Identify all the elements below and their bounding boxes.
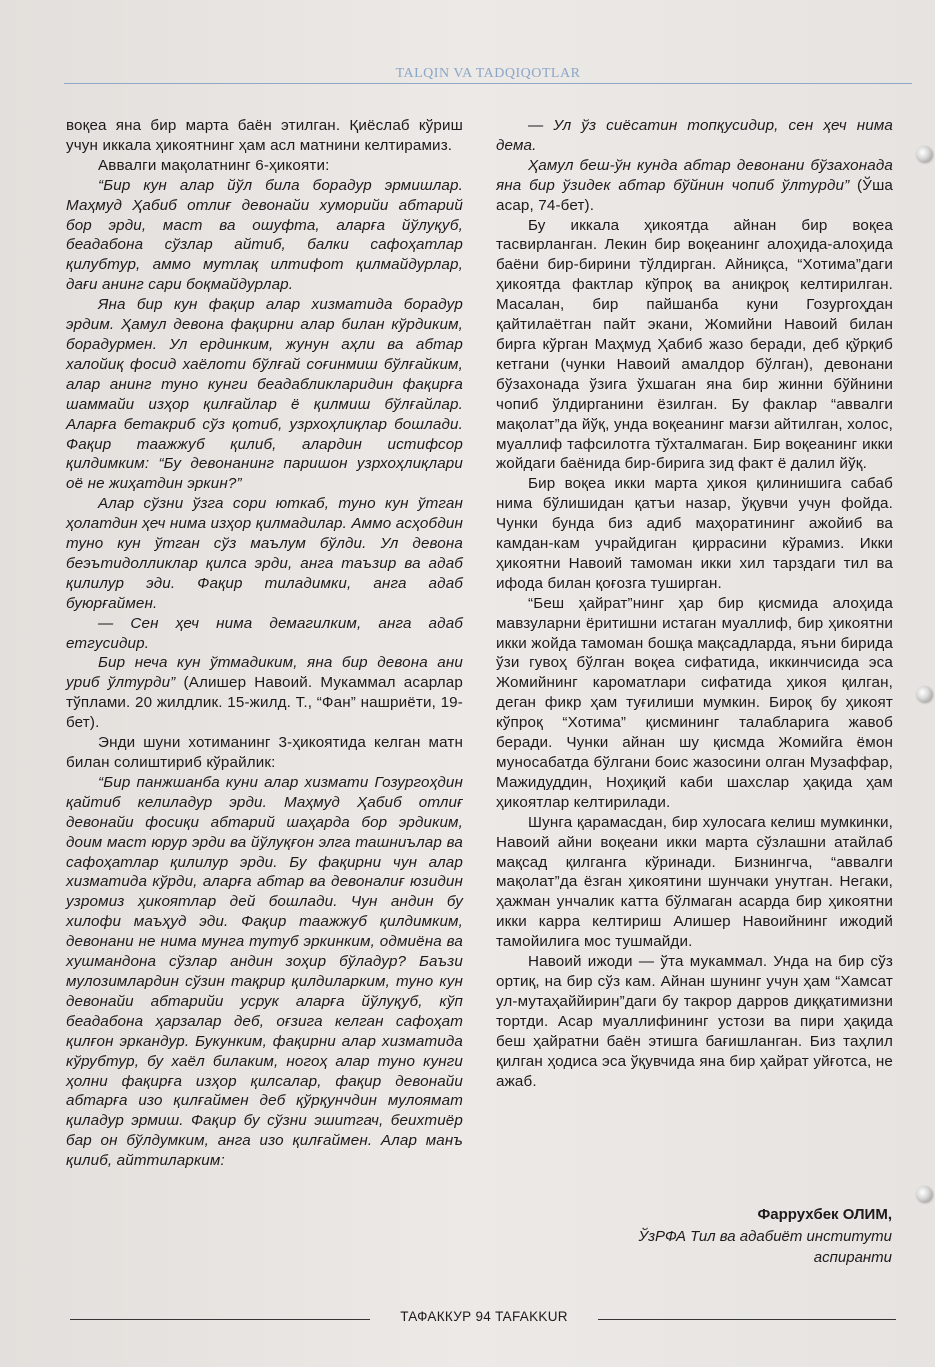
article-left-column	[66, 116, 463, 1171]
binder-ring-icon	[916, 686, 932, 702]
paragraph: Бир воқеа икки марта ҳикоя қилинишига сабаб нима бўлишидан қатъи назар, ўқувчи учун фойда. Чунки бунда биз адиб маҳоратининг ажойиб ва камдан-кам учрайдиган қиррасини кўрамиз. Икки ҳикоятни Навоий тамоман икки хил тарздаги тил ва ифода билан қоғозга туширган.	[496, 475, 893, 592]
author-affiliation: ЎзРФА Тил ва адабиёт институти	[638, 1228, 892, 1245]
paragraph: Бу иккала ҳикоятда айнан бир воқеа тасвирланган. Лекин бир воқеанинг алоҳида-алоҳида баёни бир-бирини тўлдирган. Айниқса, “Хотима”даги ҳикоятда фактлар кўпроқ ва аниқроқ келтирилган. Масалан, бир пайшанба куни Гозургоҳдан қайтилаётган пайт экани, Жомийни Навоий билан бирга кўрган Маҳмуд Ҳабиб жазо беради, деб қўрқиб кетгани (чунки Навоий амалдор бўлган), девонани бўзахонада ўзига ўхшаган яна бир жинни бўйнини чопиб ўлдирганини ёзилган. Бу факлар “аввалги мақолат”да йўқ, унда воқеанинг мағзи айтилган, холос, муаллиф тафсилотга тўхталмаган. Бир воқеанинг икки жойдаги баёнида бир-бирига зид факт ё далил йўқ.	[496, 216, 893, 473]
quote-text: Ҳамул беш-ўн кунда абтар девонани бўзахонада яна бир ўзидек абтар бўйнин чопиб ўлтурди”	[496, 156, 893, 194]
binder-ring-icon	[916, 146, 932, 162]
citation-text: (Ўша асар, 74-бет).	[496, 176, 893, 214]
footer-rule-right	[598, 1319, 896, 1320]
running-header	[64, 66, 912, 86]
paragraph	[66, 653, 463, 733]
article-right-column	[496, 116, 893, 1091]
paragraph: “Беш ҳайрат”нинг ҳар бир қисмида алоҳида мавзуларни ёритишни истаган муаллиф, бир ҳикоятни икки жойда тамоман бошқа мақсадларда, яъни бирида ўзи гувоҳ бўлган воқеа сифатида, иккинчисида эса Жомийнинг кароматлари сифатида ҳикоя қилган, деган фикр ҳам туғилиши мумкин. Бироқ бу ҳикоят кўпроқ “Хотима” қисмининг талабларига жавоб беради. Чунки айнан шу қисмда Жомийга ёмон муносабатда бўлгани боис жазосини олган Музаффар, Мажидуддин, Ноҳиқий каби шахслар ҳақида ҳам ҳикоятлар келтирилади.	[496, 594, 893, 811]
citation-text: (Алишер Навоий. Мукаммал асарлар тўплами. 20 жилдлик. 15-жилд. Т., “Фан” нашриёти, 19-бет).	[66, 674, 463, 732]
paragraph: Яна бир кун фақир алар хизматида борадур эрдим. Ҳамул девона фақирни алар билан кўрдиким, борадурмен. Ул ердинким, жунун аҳли ва абтар халойиқ фосид хаёлоти бўлғай соғинмиш бўлғайким, алар анинг туно кунги беадабликларидин фақирға шаммайи изҳор қилғайлар ё қилмиш бўлғайлар. Аларға бетакриб сўз қотиб, узрхоҳлиқлар бошлади. Фақир таажжуб қилиб, алардин истифсор қилдимким: “Бу девонанинг паришон узрхоҳлиқлари оё не жиҳатдин эркин?”	[66, 296, 463, 493]
page-number: 94	[475, 1309, 492, 1324]
footer-journal-cyrillic: ТАФАККУР	[400, 1309, 472, 1324]
author-position: аспиранти	[813, 1249, 892, 1266]
footer-center	[370, 1309, 598, 1324]
paragraph: “Бир панжшанба куни алар хизмати Гозургоҳдин қайтиб келиладур эрди. Маҳмуд Ҳабиб отлиғ девонайи фосиқи абтарий шаҳарда бор эрдиким, доим маст юрур эрди ва йўлуқғон элга ташниълар ва сафоҳатлар қилилур эрди. Бу фақирни чун алар хизматида кўрди, аларға абтар ва девоналиғ юзидин узромиз ҳикоятлар дей бошлади. Чун андин бу хилофи маъҳуд эди. Фақир таажжуб қилдимким, девонани не нима мунга тутуб эркинким, одмиёна ва хушмандона сўзлар андин зоҳир бўладур? Баъзи мулозимлардин сўзин тақрир қилдиларким, туно кун девонайи абтарийи усрук аларға йўлуқуб, кўп беадабона ҳарзалар деб, оғзига келган сафоҳат қилғон эркандур. Букунким, фақирни алар хизматида кўрубтур, бу хаёл билаким, ногоҳ алар туно кунги ҳолни фақирға изҳор қилсалар, фақир девонайи абтарға изо қилғаймен деб қўрқунчдин мулоямат қиладур эрмиш. Фақир бу сўзни эшитгач, беихтиёр бар он бўлдумким, анга изо қилғаймен. Алар манъ қилиб, айттиларким:	[66, 773, 463, 1170]
paragraph	[496, 156, 893, 216]
paragraph: — Сен ҳеч нима демагилким, анга адаб етгусидир.	[66, 614, 463, 652]
paragraph: Энди шуни хотиманинг 3-ҳикоятида келган матн билан солиштириб кўрайлик:	[66, 734, 463, 771]
paragraph: Аввалги мақолатнинг 6-ҳикояти:	[98, 156, 330, 174]
paragraph: Навоий ижоди — ўта мукаммал. Унда на бир сўз ортиқ, на бир сўз кам. Айнан шунинг учун ҳам “Хамсат ул-мутаҳаййирин”даги бу такрор дарров диққатимизни тортди. Асар муаллифининг устози ва пири ҳақида беш ҳайратни баён этишга бағишланган. Биз таҳлил қилган ҳодиса эса ўқувчида яна бир ҳайрат уйғотса, не ажаб.	[496, 953, 893, 1090]
quote-text: Бир неча кун ўтмадиким, яна бир девона ани уриб ўлтурди”	[66, 654, 463, 692]
author-name: Фаррухбек ОЛИМ,	[757, 1206, 892, 1223]
header-rule	[64, 83, 912, 84]
paragraph: — Ул ўз сиёсатин топқусидир, сен ҳеч нима дема.	[496, 117, 893, 154]
page-footer	[70, 1308, 896, 1328]
paragraph: “Бир кун алар йўл била борадур эрмишлар. Маҳмуд Ҳабиб отлиғ девонайи хуморийи абтарий бор эрди, маст ва ошуфта, аларға йўлуқуб, беадабона сўзлар айтиб, балки сафоҳатлар қилубтур, аммо мутлақ илтифот қилмайдурлар, дағи анинг сари боқмайдурлар.	[66, 176, 463, 294]
binder-ring-icon	[916, 1186, 932, 1202]
paragraph: воқеа яна бир марта баён этилган. Қиёслаб кўриш учун иккала ҳикоятнинг ҳам асл матнини келтирамиз.	[66, 117, 463, 154]
section-title: TALQIN VA TADQIQOTLAR	[395, 66, 581, 81]
paragraph: Алар сўзни ўзга сори юткаб, туно кун ўтган ҳолатдин ҳеч нима изҳор қилмадилар. Аммо асҳобдин туно кун ўтган сўз маълум бўлди. Ул девона беэътидолликлар қилса эрди, анга таъзир ва адаб қилилур эди. Фақир тиладимки, анга адаб буюрғаймен.	[66, 495, 463, 612]
footer-journal-latin: TAFAKKUR	[495, 1309, 568, 1324]
paragraph: Шунга қарамасдан, бир хулосага келиш мумкинки, Навоий айни воқеани икки марта сўзлашни атайлаб мақсад қилганга кўринади. Бизнингча, “аввалги мақолат”да ёзган ҳикоятини шунчаки унутган. Негаки, ҳажман унчалик катта бўлмаган асарда бир ҳикоятни икки карра келтириш Алишер Навоийнинг ижодий тамойилига мос тушмайди.	[496, 813, 893, 951]
footer-rule-left	[70, 1319, 370, 1320]
